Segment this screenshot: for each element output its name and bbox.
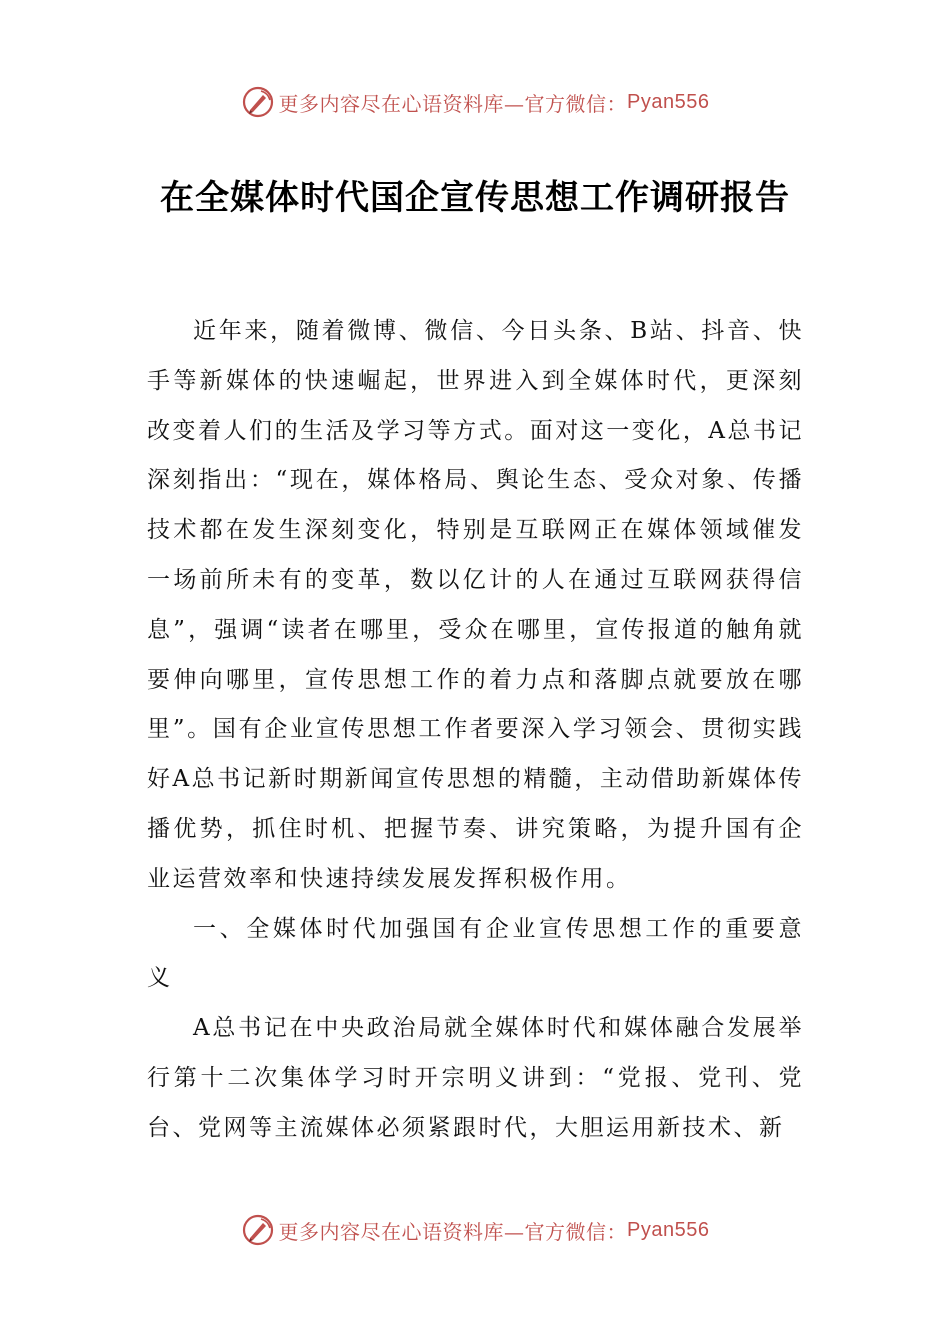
watermark-footer	[0, 1210, 950, 1250]
paragraph-section-1: A总书记在中央政治局就全媒体时代和媒体融合发展举行第十二次集体学习时开宗明义讲到：“党报、党刊、党台、党网等主流媒体必须紧跟时代，大胆运用新技术、新	[147, 1015, 804, 1141]
document-body	[147, 307, 804, 1154]
pen-circle-icon	[241, 85, 275, 119]
watermark-footer-id: Pyan556	[627, 1218, 710, 1241]
watermark-header-text: 更多内容尽在心语资料库—官方微信：	[278, 91, 628, 116]
pen-circle-icon	[241, 1213, 275, 1247]
section-heading-1: 一、全媒体时代加强国有企业宣传思想工作的重要意义	[147, 915, 804, 992]
watermark-header-id: Pyan556	[627, 90, 710, 113]
watermark-header	[0, 82, 950, 122]
paragraph-intro: 近年来，随着微博、微信、今日头条、B站、抖音、快手等新媒体的快速崛起，世界进入到全媒体时代，更深刻改变着人们的生活及学习等方式。面对这一变化，A总书记深刻指出：“现在，媒体格局、舆论生态、受众对象、传播技术都在发生深刻变化，特别是互联网正在媒体领域催发一场前所未有的变革，数以亿计的人在通过互联网获得信息”，强调“读者在哪里，受众在哪里，宣传报道的触角就要伸向哪里，宣传思想工作的着力点和落脚点就要放在哪里”。国有企业宣传思想工作者要深入学习领会、贯彻实践好A总书记新时期新闻宣传思想的精髓，主动借助新媒体传播优势，抓住时机、把握节奏、讲究策略，为提升国有企业运营效率和快速持续发展发挥积极作用。	[147, 318, 804, 892]
watermark-footer-text: 更多内容尽在心语资料库—官方微信：	[278, 1219, 628, 1244]
document-title: 在全媒体时代国企宣传思想工作调研报告	[160, 178, 790, 218]
